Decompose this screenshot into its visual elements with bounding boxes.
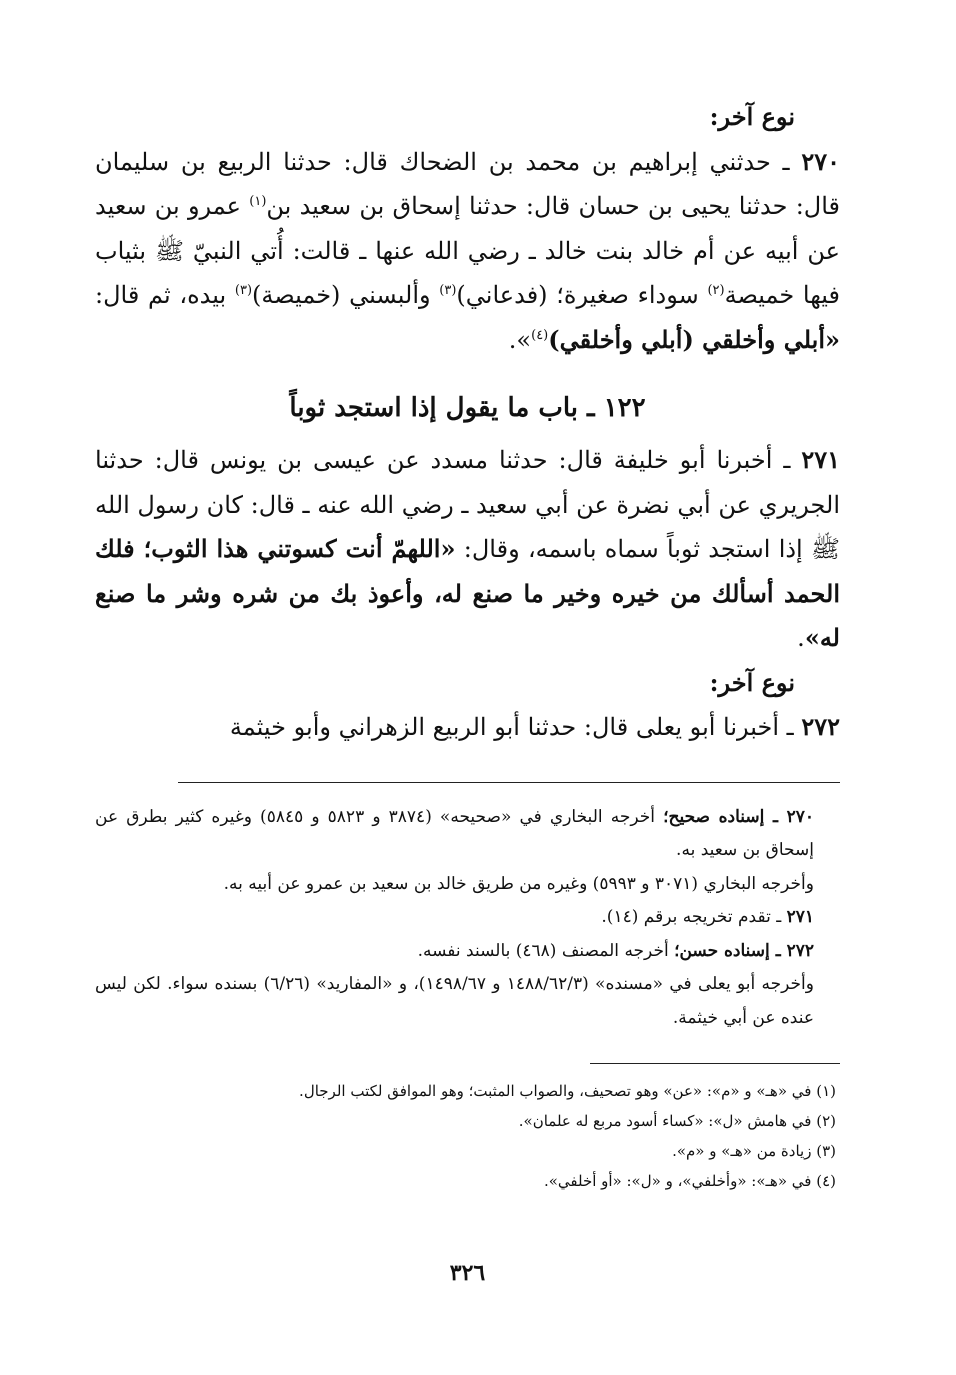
note-text: ـ تقدم تخريجه برقم (١٤). [601, 907, 787, 927]
footnotes-divider [590, 1063, 840, 1064]
footnotes [95, 1076, 840, 1196]
footnote-item: (٢) في هامش «ل»: «كساء أسود مربع له علمان». [518, 1112, 836, 1130]
hadith-270 [95, 140, 840, 363]
hadith-number: ٢٧١ [801, 445, 840, 474]
hadith-text: ـ أخبرنا أبو يعلى قال: حدثنا أبو الربيع الزهراني وأبو خيثمة [229, 713, 802, 741]
prophetic-saying: «أبلي وأخلقي (أبلي وأخلقي) [548, 324, 840, 354]
chapter-title: ١٢٢ ـ باب ما يقول إذا استجد ثوباً [289, 393, 646, 423]
footnote-ref: (٢) [707, 283, 725, 298]
hadith-text: ـ أخبرنا أبو خليفة قال: حدثنا مسدد عن عيسى بن يونس قال: حدثنا الجريري عن أبي نضرة عن أبي سعيد ـ رضي الله عنه ـ قال: كان رسول الله ﷺ إذا استجد ثوباً سماه باسمه، وقال: [95, 446, 840, 563]
note-270-cont: وأخرجه البخاري (٣٠٧١ و ٥٩٩٣) وغيره من طريق خالد بن سعيد بن عمرو عن أبيه به. [223, 873, 814, 894]
footnote-item: (١) في «هـ» و «م»: «عن» وهو تصحيف، والصواب المثبت؛ وهو الموافق لكتب الرجال. [299, 1082, 836, 1100]
grading: ـ إسناده حسن؛ [674, 940, 787, 961]
note-text: أخرجه البخاري في «صحيحه» (٣٨٧٤ و ٥٨٢٣ و ٥٨٤٥) وغيره كثير بطرق عن إسحاق بن سعيد به. [95, 806, 814, 860]
footnote-ref: (٣) [439, 283, 457, 298]
footnote-item: (٤) في «هـ»: «وأخلفي»، و «ل»: «أو أخلفي». [543, 1172, 836, 1190]
note-text: أخرجه المصنف (٤٦٨) بالسند نفسه. [417, 940, 675, 961]
hadith-272 [95, 705, 840, 750]
footnote-ref: (٤) [531, 327, 549, 343]
hadith-number: ٢٧٢ [801, 712, 840, 741]
footnote-ref: (١) [249, 194, 267, 209]
main-text [95, 95, 840, 750]
grading: ـ إسناده صحيح؛ [663, 806, 787, 827]
note-number: ٢٧٢ [786, 940, 814, 961]
hadith-number: ٢٧٠ [801, 146, 840, 176]
footnote-ref: (٣) [234, 283, 253, 298]
note-number: ٢٧٠ [786, 806, 815, 827]
note-272-cont: وأخرجه أبو يعلى في «مسنده» (١٤٨٨/٦٢/٣ و ١٤٩٨/٦٧)، و «المفاريد» (٦/٢٦) بسنده سواء. لكن ليس عنده عن أبي خيثمة. [95, 974, 814, 1028]
hadith-text: ـ حدثني إبراهيم بن محمد بن الضحاك قال: حدثنا الربيع بن سليمان قال: حدثنا يحيى بن حسان قال: حدثنا إسحاق بن سعيد بن [95, 147, 841, 220]
page-number: ٣٢٦ [449, 1260, 486, 1286]
prophetic-saying: «اللهمّ أنت كسوتني هذا الثوب؛ فلك الحمد أسألك من خيره وخير ما صنع له، وأعوذ بك من شره وشر ما صنع له» [95, 534, 840, 652]
notes-divider [178, 782, 840, 783]
hadith-text: . [797, 624, 805, 652]
note-271 [95, 901, 840, 935]
section-heading-other: نوع آخر: [709, 667, 795, 697]
hadith-text: عمرو بن سعيد عن أبيه عن أم خالد بنت خالد ـ رضي الله عنها ـ قالت: أُتي النبيّ ﷺ بثياب فيها خميصة [95, 192, 841, 309]
hadith-271 [95, 438, 840, 661]
section-heading-other: نوع آخر: [709, 102, 795, 131]
takhrij-notes [95, 801, 840, 1036]
hadith-text: بيده، ثم قال: [95, 281, 235, 309]
footnote-item: (٣) زيادة من «هـ» و «م». [672, 1142, 836, 1160]
hadith-text: وألبسني (خميصة) [252, 281, 440, 309]
hadith-text: سوداء صغيرة؛ (فدعاني) [456, 281, 708, 309]
hadith-text: ». [508, 325, 532, 354]
note-number: ٢٧١ [786, 907, 814, 927]
note-272 [95, 935, 840, 969]
note-270 [95, 801, 840, 868]
book-page [95, 95, 840, 1325]
